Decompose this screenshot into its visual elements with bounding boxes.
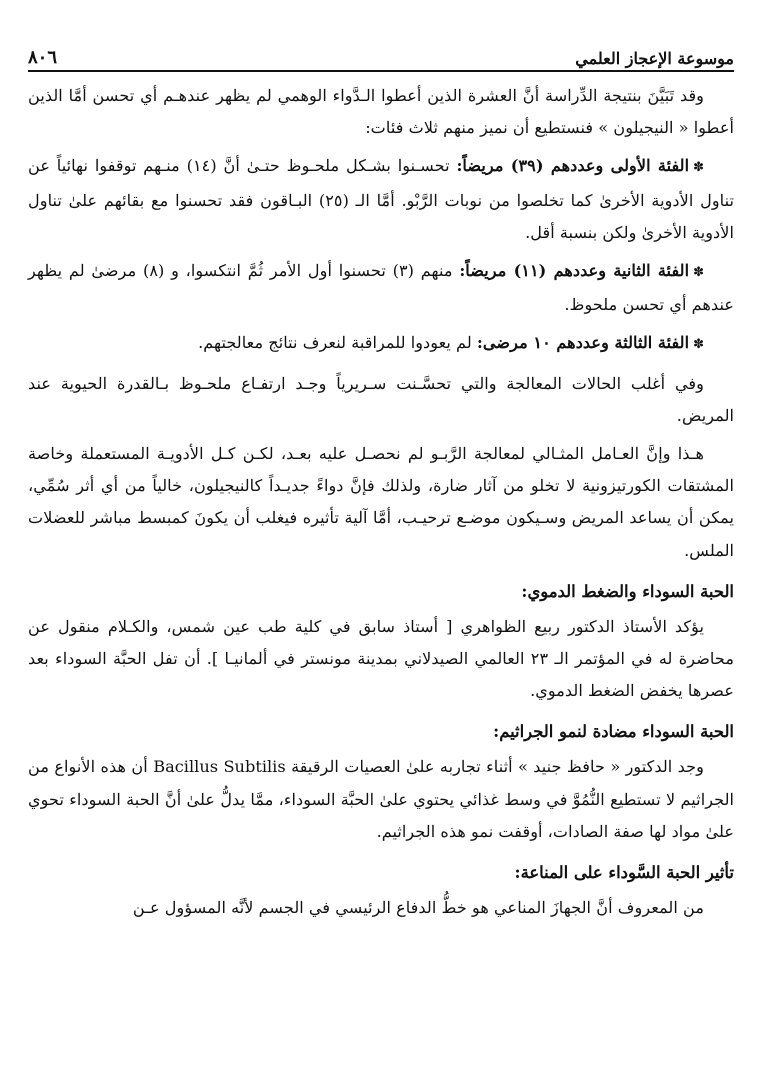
- running-title: موسوعة الإعجاز العلمي: [575, 49, 734, 68]
- page-body: [28, 80, 734, 930]
- paragraph-vital-capacity: وفي أغلب الحالات المعالجة والتي تحسَّـنت سـريرياً وجـد ارتفـاع ملحـوظ بـالقدرة الحيوية عند المريض.: [28, 373, 734, 425]
- bullet-label-2: الفئة الثانية وعددهم (١١) مريضاً:: [459, 261, 690, 281]
- latin-bacteria-name: Bacillus Subtilis: [153, 757, 286, 777]
- star-bullet-icon: ✽: [693, 160, 704, 176]
- antibacterial-text-a: وجد الدكتور « حافظ جنيد » أثناء تجاربه علىٰ العصيات الرقيقة: [291, 757, 705, 777]
- star-bullet-icon: ✽: [693, 337, 704, 353]
- star-bullet-icon: ✽: [693, 265, 704, 281]
- bullet-group-1: [28, 150, 734, 249]
- bullet-group-3: [28, 327, 734, 361]
- bullet-text-2: منهم (٣) تحسنوا أول الأمر ثُمَّ انتكسوا، و (٨) مرضىٰ لم يظهر عندهم أي تحسن ملحوظ.: [28, 261, 734, 315]
- page-number: ٨٠٦: [28, 47, 58, 68]
- heading-immunity: تأثير الحبة السَّوداء على المناعة:: [514, 863, 734, 883]
- paragraph-ideal-agent: هـذا وإنَّ العـامل المثـالي لمعالجة الرَّبـو لم نحصـل عليه بعـد، لكـن كـل الأدويـة المستعملة وخاصة المشتقات الكورتيزونية لا تخلو من آثار ضارة، ولذلك فإنَّ دواءً جديـداً كالنيجيلون، خالياً من أي أثر سُمِّي، يمكن أن يساعد المريض وسـيكون موضـع ترحيـب، أمَّا آلية تأثيره فيغلب أن يكونَ كمبسط مباشر للعضلات الملس.: [28, 444, 734, 560]
- paragraph-immunity: من المعروف أنَّ الجهازَ المناعي هو خطُّ الدفاع الرئيسي في الجسم لأنَّه المسؤول عـن: [132, 898, 704, 918]
- page-header: [28, 40, 734, 72]
- heading-blood-pressure: الحبة السوداء والضغط الدموي:: [521, 581, 734, 601]
- heading-antibacterial: الحبة السوداء مضادة لنمو الجراثيم:: [493, 722, 734, 742]
- antibacterial-text-b: أن هذه الأنواع من الجراثيم لا تستطيع النُّمُوَّ في وسط غذائي يحتوي علىٰ الحبَّة السوداء، ممَّا يدلُّ علىٰ أنَّ الحبة السوداء تحوي علىٰ مواد لها صفة الصادات، أوقفت نمو هذه الجراثيم.: [28, 757, 734, 841]
- bullet-label-3: الفئة الثالثة وعددهم ١٠ مرضى:: [476, 333, 690, 353]
- bullet-text-3: لم يعودوا للمراقبة لنعرف نتائج معالجتهم.: [198, 333, 472, 353]
- bullet-label-1: الفئة الأولى وعددهم (٣٩) مريضاً:: [456, 156, 690, 176]
- bullet-text-1: تحسـنوا بشـكل ملحـوظ حتـىٰ أنَّ (١٤) منـهم توقفوا نهائياً عن تناول الأدوية الأخرىٰ كما تخلصوا من نوبات الرَّبْو. أمَّا الـ (٢٥) البـاقون فقد تحسنوا مع بقائهم علىٰ تناول الأدوية الأخرىٰ ولكن بنسبة أقل.: [28, 156, 735, 242]
- paragraph-blood-pressure: يؤكد الأستاذ الدكتور ربيع الظواهري [ أستاذ سابق في كلية طب عين شمس، والكـلام منقول عن محاضرة له في المؤتمر الـ ٢٣ العالمي الصيدلاني بمدينة مونستر في ألمانيـا ]. أن تفل الحبَّة السوداء بعد عصرها يخفض الضغط الدموي.: [28, 616, 734, 701]
- bullet-group-2: [28, 255, 734, 321]
- paragraph-antibacterial: [28, 751, 734, 848]
- paragraph-intro: وقد تَبَيَّنَ بنتيجة الدِّراسة أنَّ العشرة الذين أعطوا الـدَّواء الوهمي لم يظهر عندهـم أي تحسن أمَّا الذين أعطوا « النيجيلون » فنستطيع أن نميز منهم ثلاث فئات:: [28, 86, 734, 138]
